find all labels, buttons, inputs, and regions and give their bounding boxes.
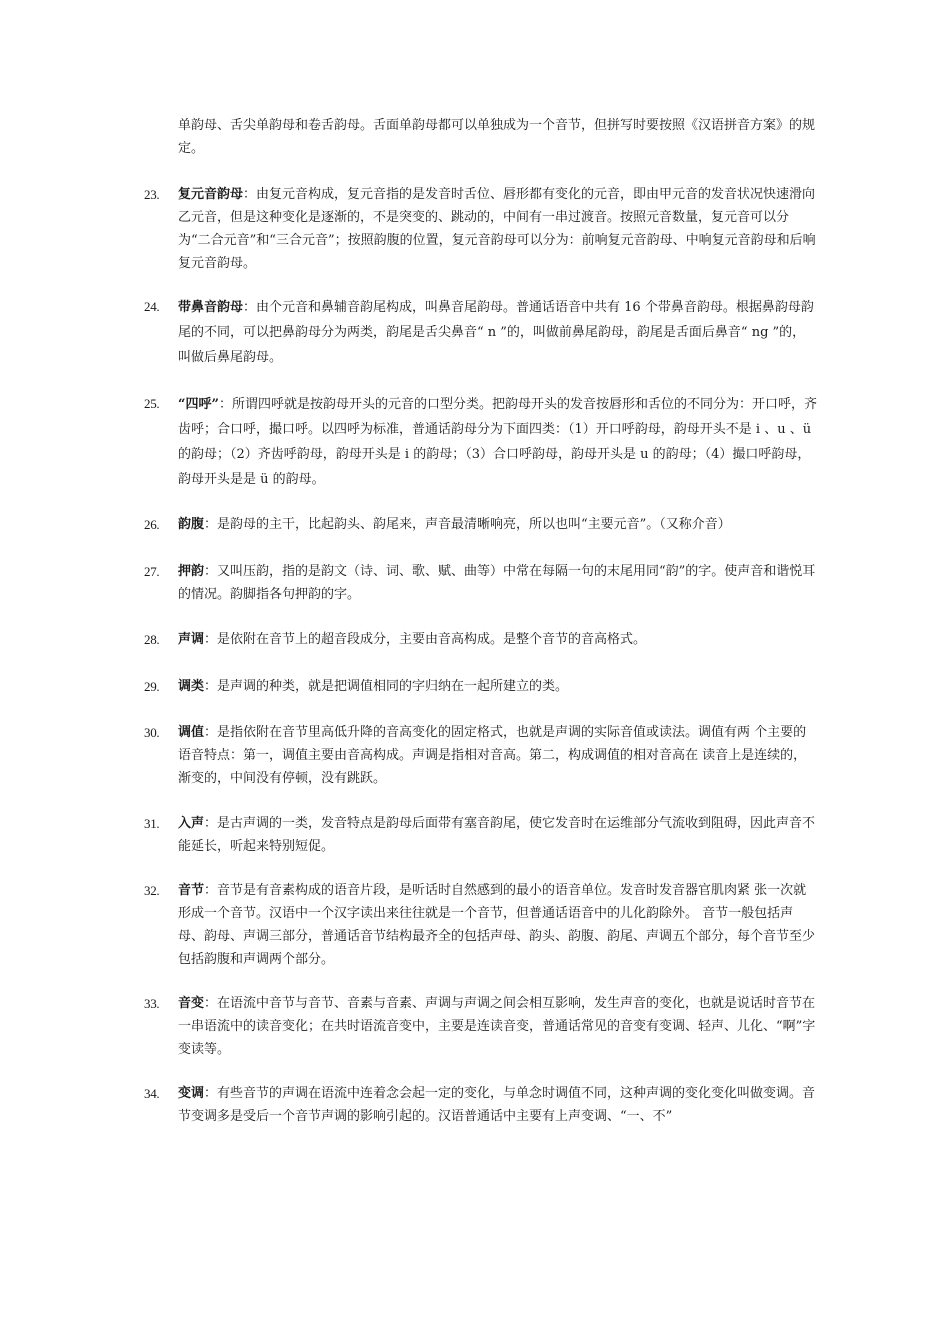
entry-body — [178, 1082, 818, 1128]
entry-term: 变调 — [178, 1086, 205, 1101]
entry-body — [178, 721, 818, 790]
entry-number: 28. — [144, 632, 160, 647]
entry-text: ：又叫压韵，指的是韵文（诗、词、歌、赋、曲等）中常在每隔一句的末尾用同“韵”的字。使声音和谐悦耳的情况。韵脚指各句押韵的字。 — [178, 564, 816, 602]
entry-number: 32. — [144, 883, 160, 898]
entry-number: 24. — [144, 299, 160, 314]
entry-text: ：在语流中音节与音节、音素与音素、声调与声调之间会相互影响，发生声音的变化，也就是说话时音节在一串语流中的读音变化；在共时语流音变中，主要是连读音变，普通话常见的音变有变调、轻声、儿化、“啊”字变读等。 — [178, 996, 816, 1057]
entry-text: ：是韵母的主干，比起韵头、韵尾来，声音最清晰响亮，所以也叫“主要元音”。（又称介音） — [204, 517, 731, 532]
entry-number: 34. — [144, 1086, 160, 1101]
entry-text: ：由复元音构成，复元音指的是发音时舌位、唇形都有变化的元音，即由甲元音的发音状况快速滑向乙元音，但是这种变化是逐渐的，不是突变的、跳动的，中间有一串过渡音。按照元音数量，复元音可以分为“二合元音”和“三合元音”；按照韵腹的位置，复元音韵母可以分为：前响复元音韵母、中响复元音韵母和后响复元音韵母。 — [178, 187, 816, 271]
continuation-paragraph: 单韵母、舌尖单韵母和卷舌韵母。舌面单韵母都可以单独成为一个音节，但拼写时要按照《汉语拼音方案》的规定。 — [178, 118, 816, 156]
entry-term: 调值 — [178, 725, 205, 740]
entry-body — [178, 992, 818, 1061]
entry-term: 带鼻音韵母 — [178, 300, 244, 315]
entry-text: ：由个元音和鼻辅音韵尾构成，叫鼻音尾韵母。普通话语音中共有 16 个带鼻音韵母。根据鼻韵母韵尾的不同，可以把鼻韵母分为两类，韵尾是舌尖鼻音“ n ”的，叫做前鼻尾韵母，韵尾是舌面后鼻音“ ng ”的，叫做后鼻尾韵母。 — [178, 300, 814, 365]
entry-body — [178, 675, 818, 698]
entry-text: ：是指依附在音节里高低升降的音高变化的固定格式，也就是声调的实际音值或读法。调值有两 个主要的语音特点：第一，调值主要由音高构成。声调是指相对音高。第二，构成调值的相对音高在 读音上是连续的，渐变的，中间没有停顿，没有跳跃。 — [178, 725, 807, 786]
entry-text: ：所谓四呼就是按韵母开头的元音的口型分类。把韵母开头的发音按唇形和舌位的不同分为：开口呼，齐齿呼；合口呼，撮口呼。以四呼为标准，普通话韵母分为下面四类：（1）开口呼韵母，韵母开头不是 i 、u 、ü 的韵母；（2）齐齿呼韵母，韵母开头是 i 的韵母；（3）合口呼韵母，韵母开头是 u 的韵母；（4）撮口呼韵母，韵母开头是是 ü 的韵母。 — [178, 397, 817, 487]
entry-term: 音节 — [178, 883, 205, 898]
entry-text: ：是声调的种类，就是把调值相同的字归纳在一起所建立的类。 — [204, 679, 569, 694]
entry-text: ：是古声调的一类，发音特点是韵母后面带有塞音韵尾，使它发音时在运维部分气流收到阻碍，因此声音不能延长，听起来特别短促。 — [178, 816, 816, 854]
entry-term: 押韵 — [178, 564, 205, 579]
entry-term: 音变 — [178, 996, 205, 1011]
entry-term: 调类 — [178, 679, 205, 694]
entry-term: 复元音韵母 — [178, 187, 244, 202]
entry-term: 声调 — [178, 632, 205, 647]
entry-term: 入声 — [178, 816, 205, 831]
entry-body — [178, 295, 818, 370]
entry-text: ：是依附在音节上的超音段成分，主要由音高构成。是整个音节的音高格式。 — [204, 632, 647, 647]
entry-text: ：音节是有音素构成的语音片段，是听话时自然感到的最小的语音单位。发音时发音器官肌肉紧 张一次就形成一个音节。汉语中一个汉字读出来往往就是一个音节，但普通话语音中的儿化韵除外。 音节一般包括声母、韵母、声调三部分，普通话音节结构最齐全的包括声母、韵头、韵腹、韵尾、声调五个部分，每个音节至少包括韵腹和声调两个部分。 — [178, 883, 816, 967]
entry-number: 29. — [144, 679, 160, 694]
entry-body — [178, 879, 818, 971]
entry-body — [178, 560, 818, 606]
entry-number: 26. — [144, 517, 160, 532]
entry-body — [178, 392, 818, 492]
entry-term: “四呼” — [178, 397, 219, 412]
entry-term: 韵腹 — [178, 517, 205, 532]
entry-body — [178, 628, 818, 651]
entry-body — [178, 812, 818, 858]
entry-number: 27. — [144, 564, 160, 579]
entry-number: 25. — [144, 396, 160, 411]
entry-number: 31. — [144, 816, 160, 831]
entry-number: 33. — [144, 996, 160, 1011]
entry-body — [178, 513, 818, 536]
entry-text: ：有些音节的声调在语流中连着念会起一定的变化，与单念时调值不同，这种声调的变化变化叫做变调。音节变调多是受后一个音节声调的影响引起的。汉语普通话中主要有上声变调、“一、不” — [178, 1086, 816, 1124]
entry-number: 30. — [144, 725, 160, 740]
entry-body — [178, 183, 818, 275]
entry-number: 23. — [144, 187, 160, 202]
